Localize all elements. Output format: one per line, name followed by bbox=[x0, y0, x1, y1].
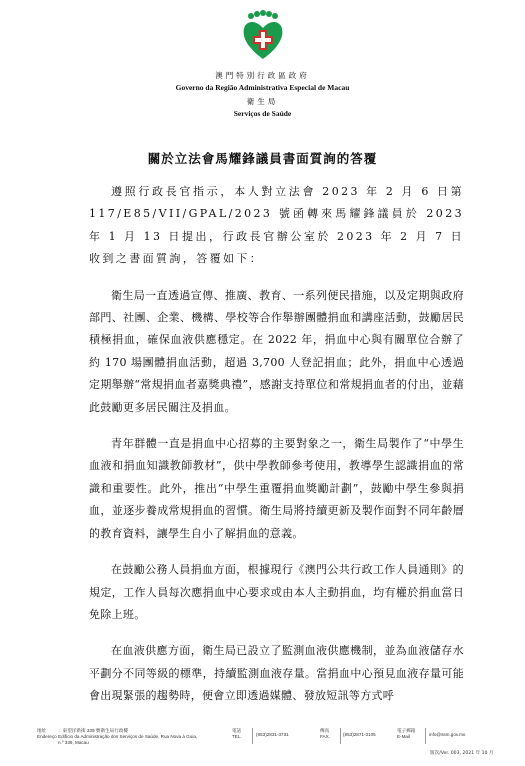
department-name-chinese: 衛生局 bbox=[246, 97, 279, 106]
paragraph: 在鼓勵公務人員捐血方面，根據現行《澳門公共行政工作人員通則》的規定，工作人員每次應捐血中心要求或由本人主動捐血，均有權於捐血當日免除上班。 bbox=[89, 563, 464, 621]
document-body bbox=[89, 181, 464, 722]
paragraph: 青年群體一直是捐血中心招募的主要對象之一，衛生局製作了“中學生血液和捐血知識教師教材”，供中學教師參考使用，教導學生認識捐血的常識和重要性。此外，推出“中學生重覆捐血獎勵計劃”，鼓勵中學生參與捐血，並逐步養成常規捐血的習慣。衛生局將持續更新及製作面對不同年齡層的教育資料，讓學生自小了解捐血的意義。 bbox=[89, 437, 464, 540]
paragraph: 衛生局一直透過宣傳、推廣、教育、一系列便民措施，以及定期與政府部門、社團、企業、機構、學校等合作舉辦團體捐血和講座活動，鼓勵居民積極捐血，確保血液供應穩定。在 2022 年，捐血中心與有關單位合辦了約 170 場團體捐血活動，超過 3,700 人登記捐血；此外，捐血中心透過定期舉辦“常規捐血者嘉獎典禮”，感謝支持單位和常規捐血者的付出，並藉此鼓勵更多居民關注及捐血。 bbox=[89, 288, 464, 414]
department-name-portuguese: Serviços de Saúde bbox=[233, 109, 292, 118]
tel-label: 電話 TEL. bbox=[232, 728, 242, 739]
paragraph: 遵照行政長官指示，本人對立法會 2023 年 2 月 6 日第 117/E85/VII/GPAL/2023 號函轉來馬耀鋒議員於 2023 年 1 月 13 日提出，行政長官辦公室於 2023 年 2 月 7 日收到之書面質詢，答覆如下： bbox=[89, 185, 464, 266]
fax-label: 傳真 FAX. bbox=[320, 728, 330, 739]
document-title: 關於立法會馬耀鋒議員書面質詢的答覆 bbox=[147, 151, 378, 166]
address-label: 地址 Endereço bbox=[37, 728, 57, 739]
email-value: info@ssm.gov.mo bbox=[429, 732, 466, 737]
version-label: 版次/Ver. 003, 2021 年 10 月 bbox=[430, 751, 494, 756]
government-name-chinese: 澳門特別行政區政府 bbox=[215, 71, 310, 80]
address-value: ：東望洋新街 339 號衛生局行政樓 Edifício da Administração dos Serviços de Saúde, Rua Nova à Guia, n.º 339, Macau bbox=[58, 728, 198, 745]
government-name-portuguese: Governo da Região Administrativa Especial de Macau bbox=[175, 83, 350, 92]
fax-value: (853)2871-3105 bbox=[343, 732, 376, 737]
email-label: 電子郵箱 E-Mail bbox=[397, 728, 416, 739]
letterhead bbox=[0, 10, 525, 118]
tel-value: (853)2831-3731 bbox=[256, 732, 289, 737]
macau-sar-emblem-icon bbox=[231, 10, 295, 62]
paragraph: 在血液供應方面，衛生局已設立了監測血液供應機制，並為血液儲存水平劃分不同等級的標準，持續監測血液存量。當捐血中心預見血液存量可能會出現緊張的趨勢時，便會立即透過媒體、發放短訊等方式呼 bbox=[89, 644, 464, 703]
